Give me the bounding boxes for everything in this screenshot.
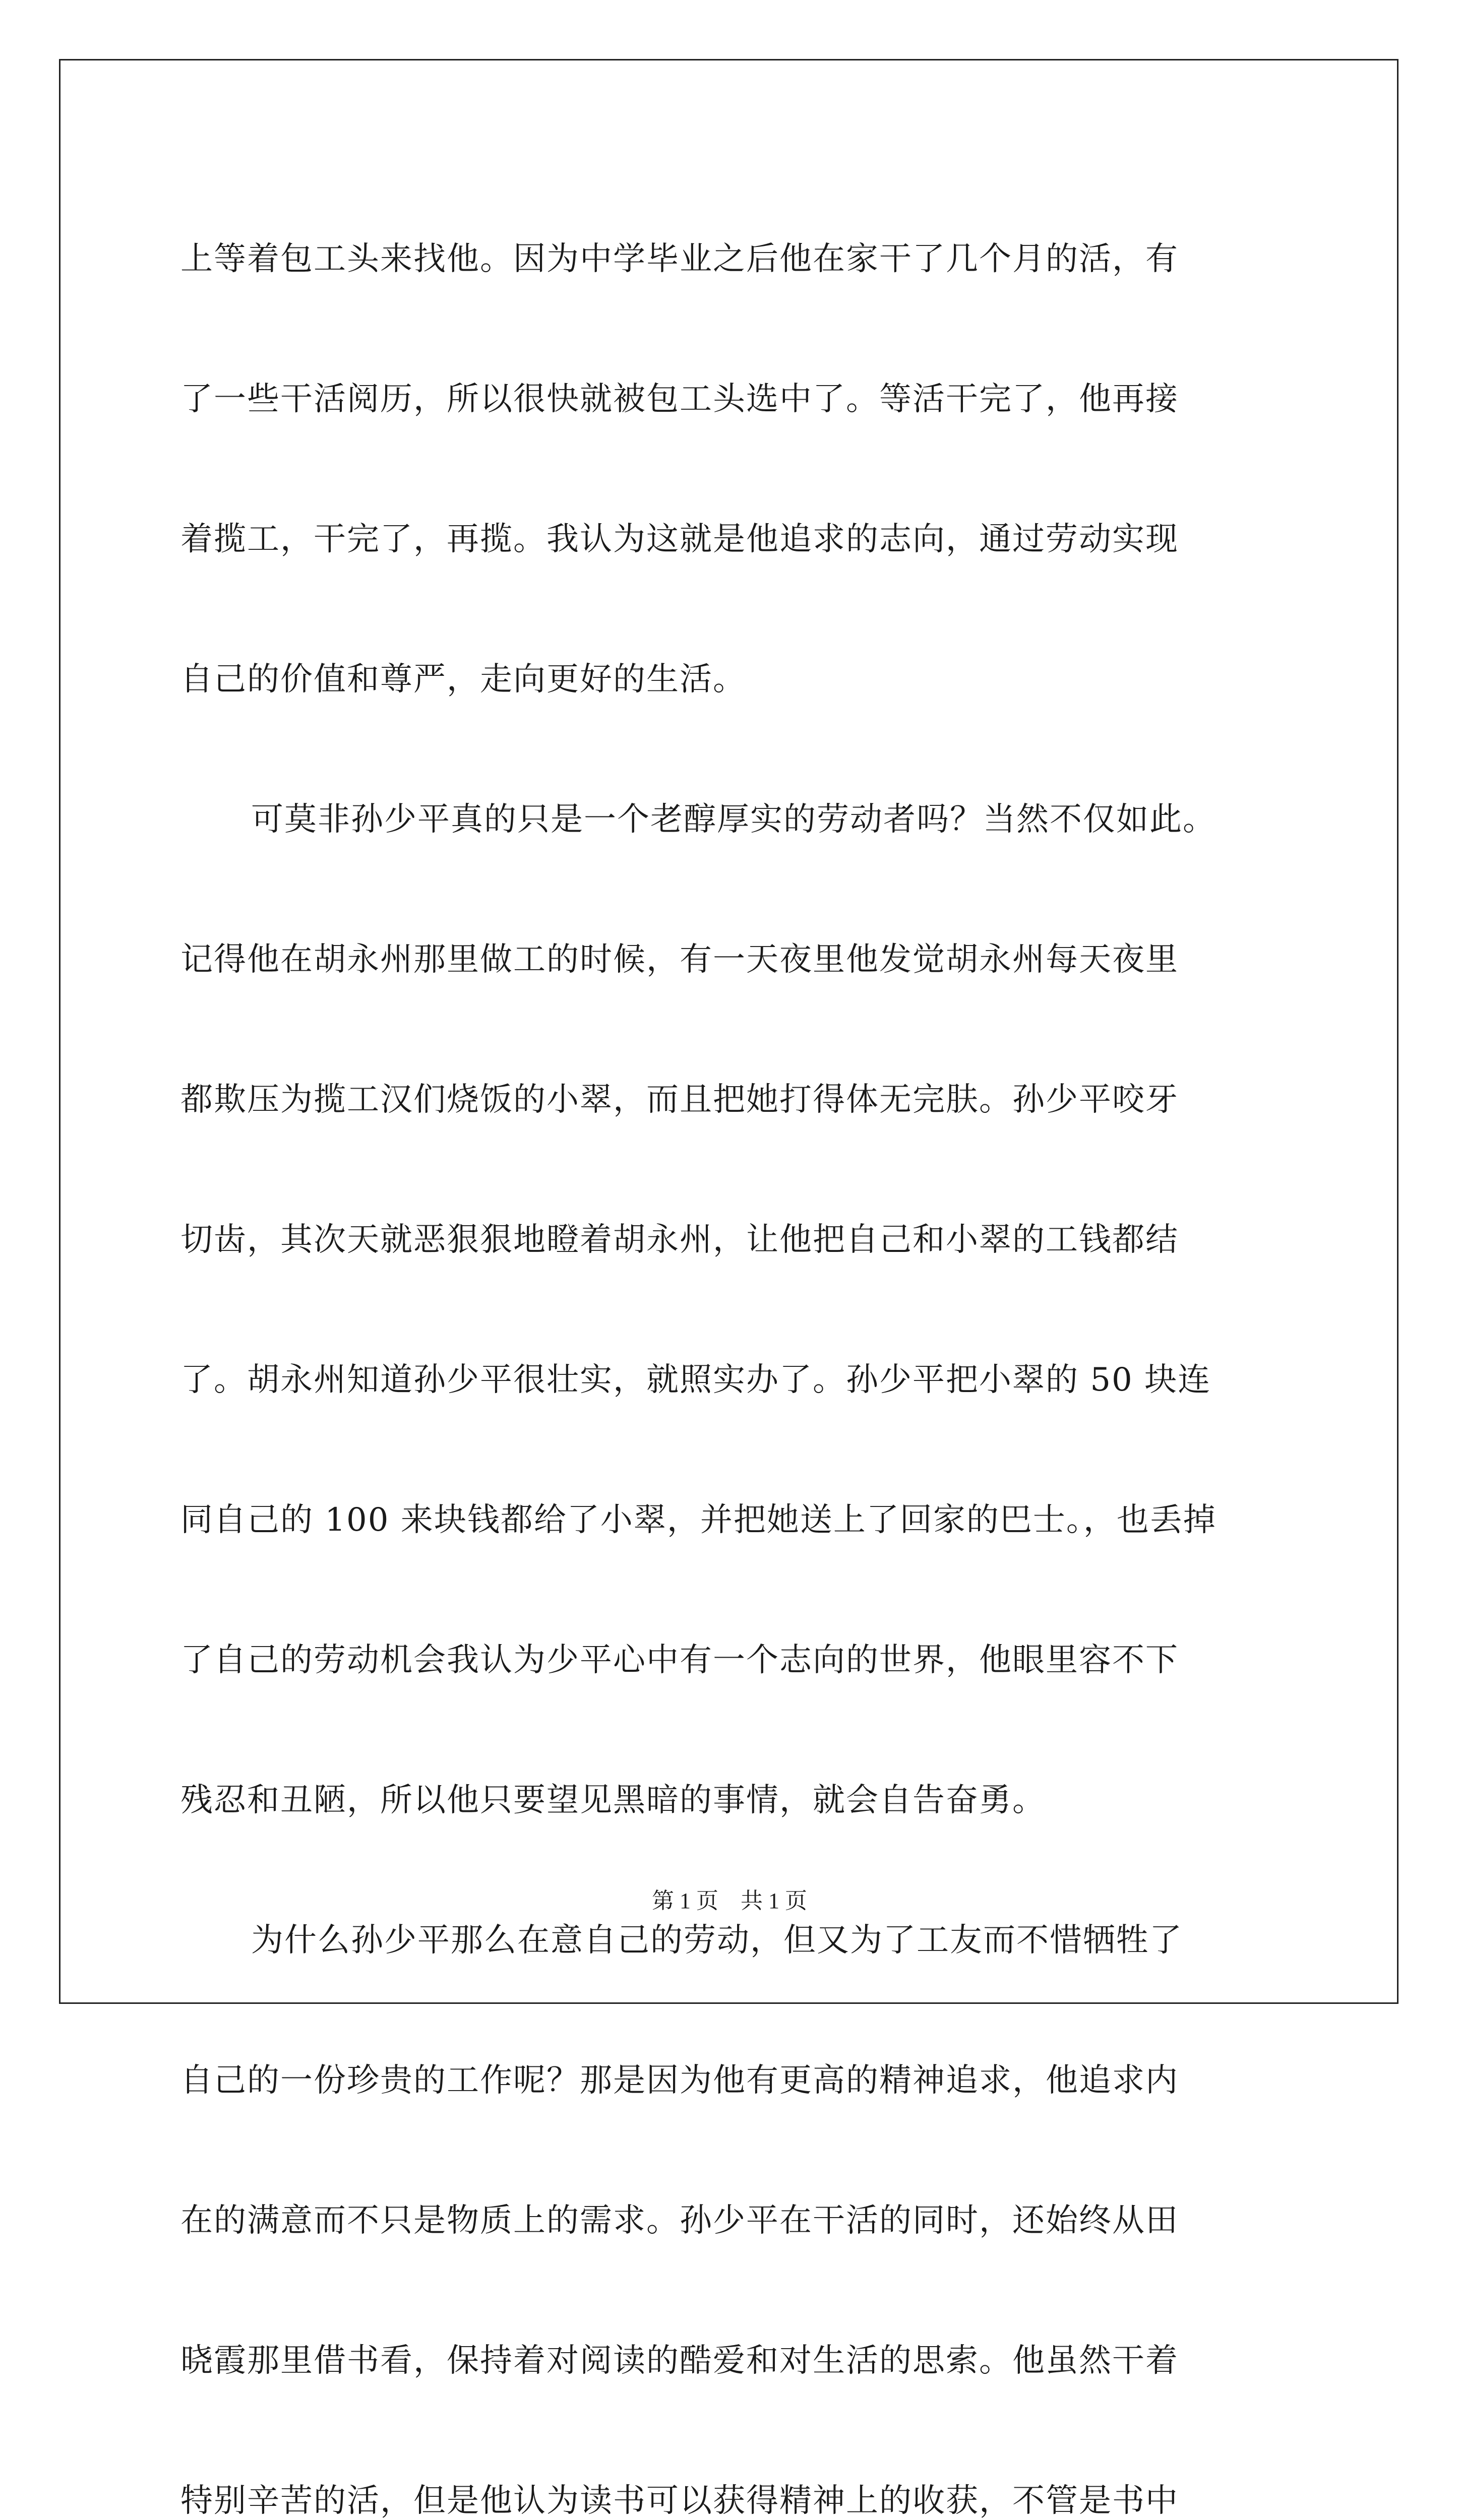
page-number-footer: 第 1 页 共 1 页 — [652, 1888, 807, 1913]
text-line: 着揽工，干完了，再揽。我认为这就是他追求的志向，通过劳动实现 — [180, 521, 1179, 558]
text-line: 记得他在胡永州那里做工的时候，有一天夜里他发觉胡永州每天夜里 — [180, 941, 1179, 978]
text-line: 为什么孙少平那么在意自己的劳动，但又为了工友而不惜牺牲了 — [251, 1922, 1183, 1959]
text-line: 可莫非孙少平真的只是一个老醇厚实的劳动者吗？当然不仅如此。 — [251, 801, 1216, 838]
document-body — [180, 189, 1282, 2520]
text-line: 自己的价值和尊严，走向更好的生活。 — [180, 661, 746, 698]
text-line: 在的满意而不只是物质上的需求。孙少平在干活的同时，还始终从田 — [180, 2202, 1179, 2239]
text-line: 自己的一份珍贵的工作呢？那是因为他有更高的精神追求，他追求内 — [180, 2062, 1179, 2099]
text-line: 了。胡永州知道孙少平很壮实，就照实办了。孙少平把小翠的 50 块连 — [180, 1361, 1211, 1399]
text-line: 晓霞那里借书看，保持着对阅读的酷爱和对生活的思索。他虽然干着 — [180, 2342, 1179, 2379]
text-line: 都欺压为揽工汉们烧饭的小翠，而且把她打得体无完肤。孙少平咬牙 — [180, 1081, 1179, 1118]
text-line: 上等着包工头来找他。因为中学毕业之后他在家干了几个月的活，有 — [180, 240, 1179, 278]
text-line: 切齿，其次天就恶狠狠地瞪着胡永州，让他把自己和小翠的工钱都结 — [180, 1221, 1179, 1258]
text-line: 残忍和丑陋，所以他只要望见黑暗的事情，就会自告奋勇。 — [180, 1782, 1046, 1819]
text-line: 了一些干活阅历，所以很快就被包工头选中了。等活干完了，他再接 — [180, 381, 1179, 418]
text-line: 特别辛苦的活，但是他认为读书可以获得精神上的收获，不管是书中 — [180, 2482, 1179, 2519]
text-line: 同自己的 100 来块钱都给了小翠，并把她送上了回家的巴士。，也丢掉 — [180, 1501, 1217, 1539]
text-line: 了自己的劳动机会我认为少平心中有一个志向的世界，他眼里容不下 — [180, 1642, 1179, 1679]
